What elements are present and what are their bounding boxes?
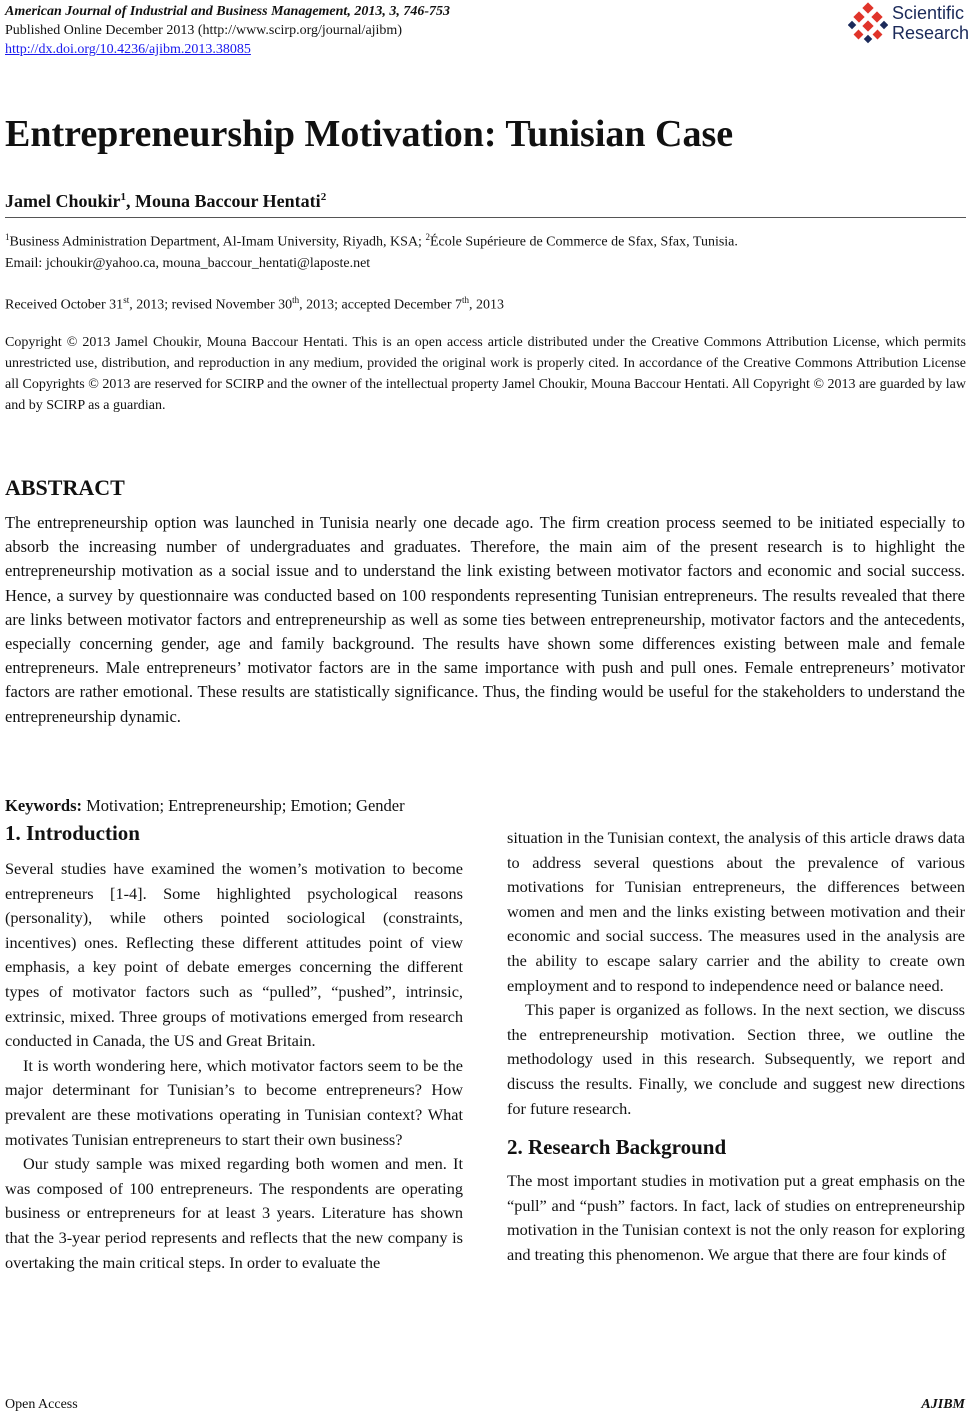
section-heading: 1. Introduction [5,821,140,845]
journal-header [5,2,450,59]
journal-name: American Journal of Industrial and Business Management [5,4,348,19]
footer-open-access: Open Access [5,1397,78,1412]
page-footer [5,1397,965,1413]
keywords [5,796,405,816]
paragraph: situation in the Tunisian context, the analysis of this article draws data to address several questions about the prevalence of various motivations for Tunisian entrepreneurs, the differences between women and men and the links existing between motivation and their economic and social success. The measures used in the analysis are the ability to escape salary carrier and the ability to create own employment and to respond to independence need or balance need. [507,828,965,995]
divider [5,217,966,218]
footer-journal-abbrev: AJIBM [921,1397,965,1412]
paragraph: Our study sample was mixed regarding both women and men. It was composed of 100 entrepreneurs. The respondents are operating business or entrepreneurs for at least 3 years. Literature has shown that the 3-year period represents and reflects that the new company is overtaking the main critical steps. In order to evaluate the [5,1154,463,1272]
keywords-text: Motivation; Entrepreneurship; Emotion; Gender [82,796,405,815]
abstract-text: The entrepreneurship option was launched in Tunisia nearly one decade ago. The firm creation process seemed to be initiated especially to absorb the increasing number of undergraduates and graduates. Therefore, the main aim of the present research is to highlight the entrepreneurship motivation as a social issue and to understand the link existing between motivator factors and economic and social success. Hence, a survey by questionnaire was conducted based on 100 respondents representing Tunisian entrepreneurs. The results revealed that there are links between motivator factors and entrepreneurship as well as some ties between entrepreneurship, motivator factors and the antecedents, especially concerning gender, age and family background. The results have shown some differences existing between male and female entrepreneurs. Male entrepreneurs’ motivator factors are in the same importance with push and pull ones. Female entrepreneurs’ motivator factors are rather emotional. These results are statistically significance. Thus, the finding would be useful for the stakeholders to understand the entrepreneurship dynamic. [5,513,965,726]
logo-mark-icon [848,2,888,44]
published-line: Published Online December 2013 (http://www.scirp.org/journal/ajibm) [5,23,402,38]
affiliations: $^1$Business Administration Department, Al-Imam University, Riyadh, KSA; $^2$École Supérieure de Commerce de Sfax, Sfax, Tunisia. Email: jchoukir@yahoo.ca, mouna_baccour_hentati@laposte.net [5,227,966,274]
abstract-heading: ABSTRACT [5,475,125,500]
right-column [507,826,965,1268]
paper-title: Entrepreneurship Motivation: Tunisian Case [5,113,734,155]
doi-link[interactable]: http://dx.doi.org/10.4236/ajibm.2013.38085 [5,42,251,57]
author-name: Mouna Baccour Hentati [135,191,321,211]
scientific-research-logo [848,2,970,46]
paragraph: It is worth wondering here, which motivator factors seem to be the major determinant for Tunisian’s to become entrepreneurs? How prevalent are these motivations operating in Tunisian context? What motivates Tunisian entrepreneurs to start their own business? [5,1055,463,1149]
paragraph: The most important studies in motivation put a great emphasis on the “pull” and “push” factors. In fact, lack of studies on entrepreneurship motivation in the Tunisian context is not the only reason for exploring and treating this phenomenon. We argue that there are four kinds of [507,1171,965,1264]
section-heading: 2. Research Background [507,1135,727,1160]
received-dates: Received October 31st, 2013; revised November 30th, 2013; accepted December 7th, 2013 [5,295,505,313]
paragraph: This paper is organized as follows. In the next section, we discuss the entrepreneurship motivation. Section three, we outline the methodology used in this research. Subsequently, we report and discuss the results. Finally, we conclude and suggest new directions for future research. [507,1000,965,1118]
email-line: Email: jchoukir@yahoo.ca, mouna_baccour_hentati@laposte.net [5,255,371,271]
author-name: Jamel Choukir [5,191,121,211]
keywords-label: Keywords: [5,796,82,815]
journal-volume: , 2013, 3, 746-753 [347,4,450,19]
left-column [5,819,463,1275]
author-list: Jamel Choukir$^1$, Mouna Baccour Hentati$^2$ [5,191,327,211]
paragraph: Several studies have examined the women’s motivation to become entrepreneurs [1-4]. Some highlighted psychological reasons (personality), while others pointed sociological (constraints, incentives) ones. Reflecting these different attitudes point of view emphasis, a key point of debate emerges concerning the different types of motivator factors such as “pulled”, “pushed”, intrinsic, extrinsic, mixed. Three groups of motivations emerged from research conducted in Canada, the US and Great Britain. [5,859,463,1051]
logo-text: Scientific Research [892,3,970,43]
copyright-notice: Copyright © 2013 Jamel Choukir, Mouna Baccour Hentati. This is an open access article distributed under the Creative Commons Attribution License, which permits unrestricted use, distribution, and reproduction in any medium, provided the original work is properly cited. In accordance of the Creative Commons Attribution License all Copyrights © 2013 are reserved for SCIRP and the owner of the intellectual property Jamel Choukir, Mouna Baccour Hentati. All Copyright © 2013 are guarded by law and by SCIRP as a guardian. [5,335,966,413]
